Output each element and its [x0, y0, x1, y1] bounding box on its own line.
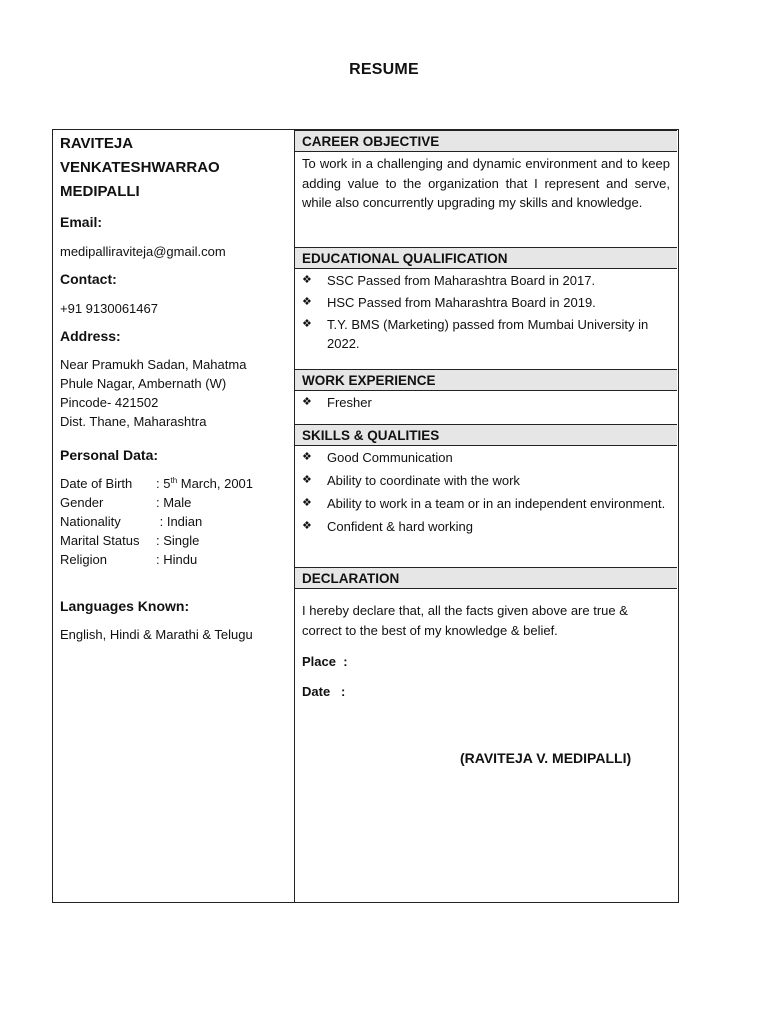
page-title: RESUME: [349, 61, 419, 78]
declaration-header: DECLARATION: [295, 567, 677, 589]
personal-row-gender: Gender : Male: [60, 495, 192, 510]
signature-name: (RAVITEJA V. MEDIPALLI): [460, 750, 632, 766]
dob-label: Date of Birth: [60, 476, 133, 491]
personal-row-nationality: Nationality : Indian: [60, 514, 203, 529]
address-label: Address:: [60, 328, 121, 344]
name-line: MEDIPALLI: [60, 183, 140, 200]
left-column: [60, 131, 290, 644]
address-line: Near Pramukh Sadan, Mahatma: [60, 357, 247, 372]
bullet-icon: ❖: [302, 474, 312, 486]
list-item: ❖ HSC Passed from Maharashtra Board in 2019.: [302, 295, 596, 310]
bullet-icon: ❖: [302, 497, 312, 509]
list-item: ❖ Ability to work in a team or in an independent environment.: [302, 496, 666, 511]
education-list: [302, 271, 672, 353]
list-item: ❖ Fresher: [302, 395, 372, 410]
email-value: medipalliraviteja@gmail.com: [60, 244, 226, 259]
name-line: RAVITEJA: [60, 135, 134, 152]
list-item: ❖ Good Communication: [302, 450, 453, 465]
languages-value: English, Hindi & Marathi & Telugu: [60, 627, 253, 642]
declaration-text: I hereby declare that, all the facts given above are true & correct to the best of my knowledge & belief.: [302, 603, 628, 638]
column-divider: [294, 129, 295, 903]
bullet-icon: ❖: [302, 451, 312, 463]
address-line: Phule Nagar, Ambernath (W): [60, 376, 227, 391]
career-objective-text: To work in a challenging and dynamic environment and to keep adding value to the organization that I represent and serve, while also concurrently upgrading my skills and knowledge.: [302, 156, 670, 210]
candidate-name: [60, 132, 290, 204]
email-label: Email:: [60, 214, 103, 230]
list-item: ❖ Confident & hard working: [302, 519, 473, 534]
work-list: [302, 393, 672, 412]
address-block: [60, 355, 290, 431]
personal-data-label: Personal Data:: [60, 447, 159, 463]
bullet-icon: ❖: [302, 274, 312, 286]
work-experience-header: WORK EXPERIENCE: [295, 369, 677, 391]
list-item: ❖ T.Y. BMS (Marketing) passed from Mumbai University in 2022.: [302, 317, 649, 351]
skills-list: [302, 448, 672, 536]
skills-header: SKILLS & QUALITIES: [295, 424, 677, 446]
career-objective-header: CAREER OBJECTIVE: [295, 130, 677, 152]
contact-label: Contact:: [60, 271, 117, 287]
bullet-icon: ❖: [302, 520, 312, 532]
personal-row-marital: Marital Status : Single: [60, 533, 200, 548]
personal-row-religion: Religion : Hindu: [60, 552, 198, 567]
date-label: Date :: [302, 684, 346, 699]
contact-value: +91 9130061467: [60, 301, 158, 316]
bullet-icon: ❖: [302, 296, 312, 308]
dob-value: : 5th March, 2001: [156, 476, 254, 491]
address-line: Pincode- 421502: [60, 395, 159, 410]
list-item: ❖ Ability to coordinate with the work: [302, 473, 520, 488]
address-line: Dist. Thane, Maharashtra: [60, 414, 207, 429]
bullet-icon: ❖: [302, 396, 312, 408]
bullet-icon: ❖: [302, 318, 312, 330]
personal-row-dob: [60, 474, 290, 493]
name-line: VENKATESHWARRAO: [60, 159, 220, 176]
place-label: Place :: [302, 654, 348, 669]
list-item: ❖ SSC Passed from Maharashtra Board in 2017.: [302, 273, 596, 288]
personal-data-table: [60, 474, 290, 569]
education-header: EDUCATIONAL QUALIFICATION: [295, 247, 677, 269]
languages-label: Languages Known:: [60, 598, 190, 614]
